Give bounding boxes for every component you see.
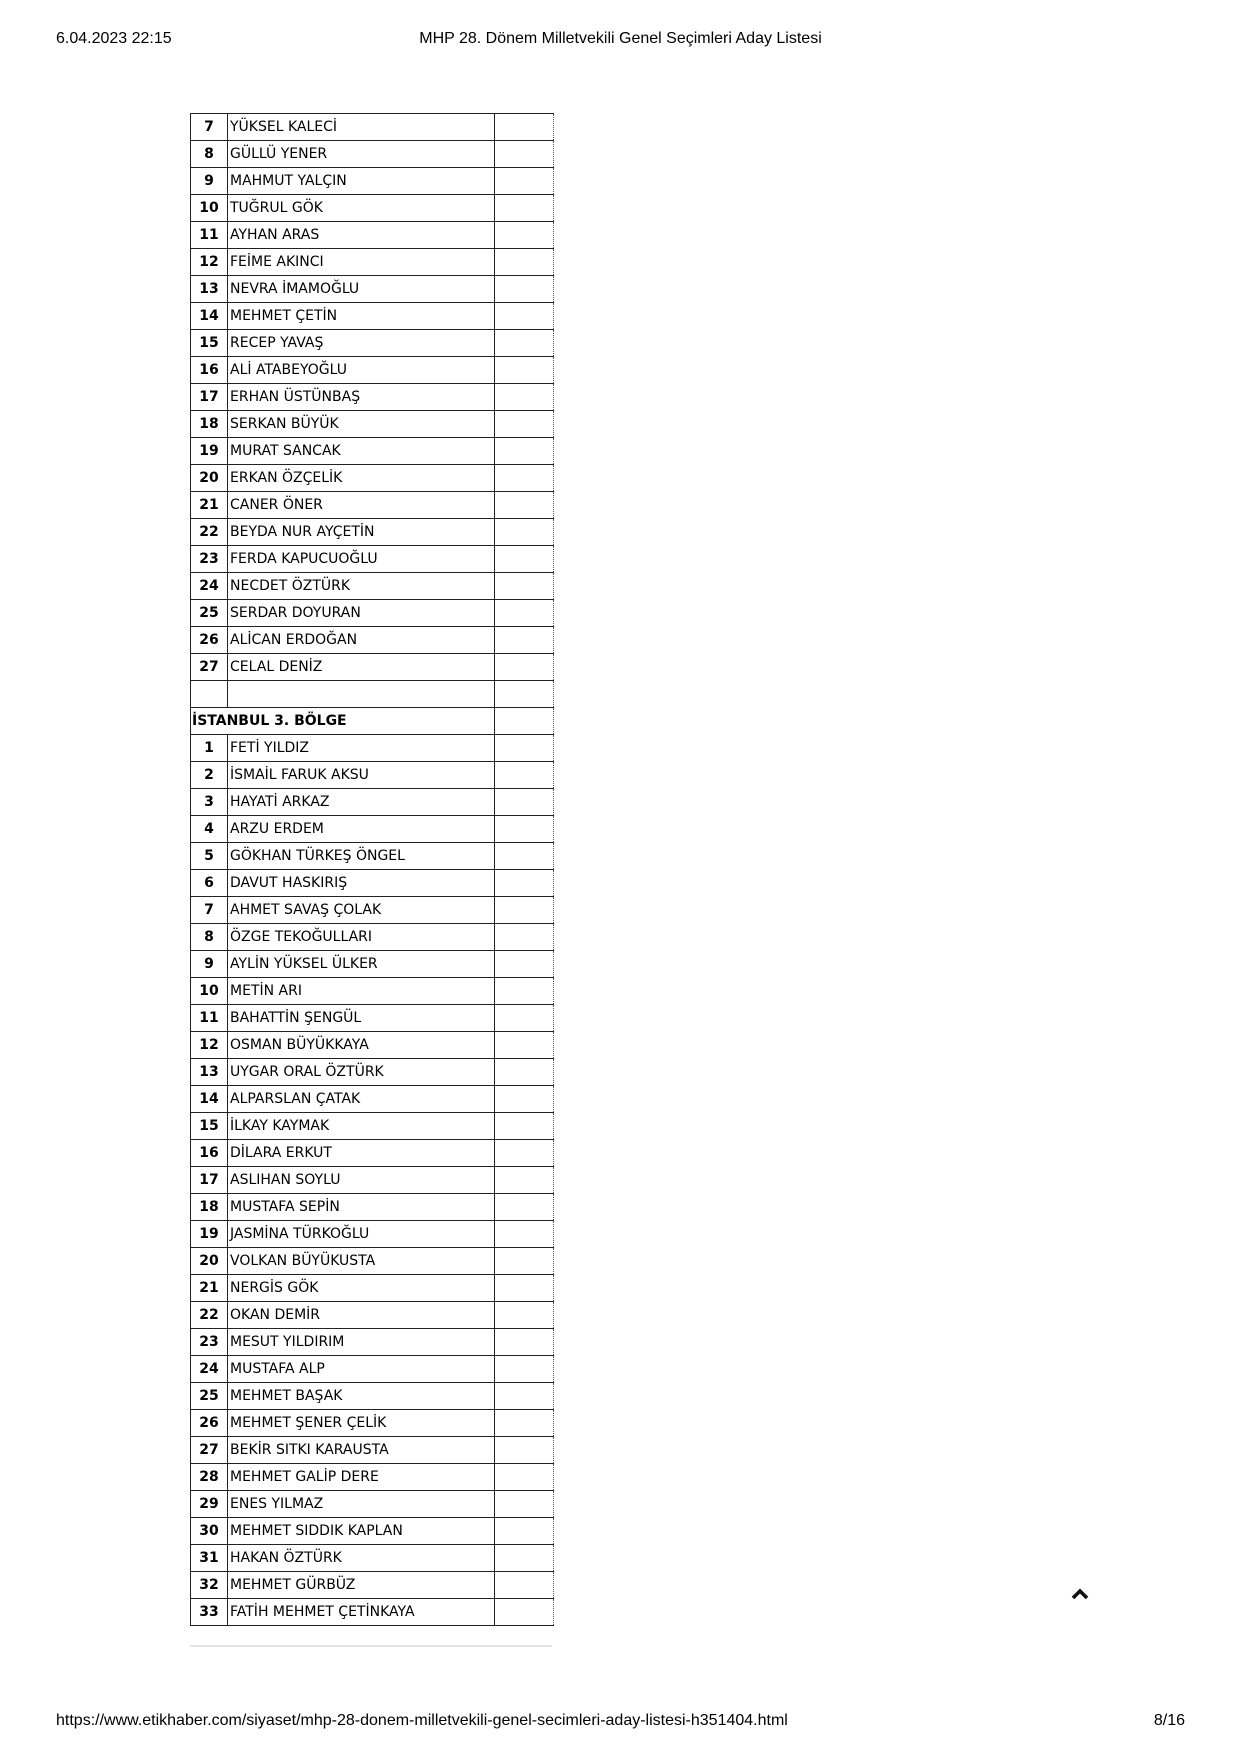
candidate-name: MAHMUT YALÇIN xyxy=(228,168,495,195)
candidate-name: JASMİNA TÜRKOĞLU xyxy=(228,1221,495,1248)
table-row xyxy=(191,1032,554,1059)
extra-cell xyxy=(495,1302,554,1329)
page-title: MHP 28. Dönem Milletvekili Genel Seçimleri Aday Listesi xyxy=(419,30,822,47)
table-row xyxy=(191,1518,554,1545)
candidate-name: DAVUT HASKIRIŞ xyxy=(228,870,495,897)
table-row xyxy=(191,1275,554,1302)
row-number: 14 xyxy=(191,1086,228,1113)
row-number: 28 xyxy=(191,1464,228,1491)
candidate-name: OSMAN BÜYÜKKAYA xyxy=(228,1032,495,1059)
candidate-table-body xyxy=(191,114,554,1626)
row-number: 16 xyxy=(191,1140,228,1167)
row-number: 26 xyxy=(191,1410,228,1437)
table-row xyxy=(191,816,554,843)
row-number: 29 xyxy=(191,1491,228,1518)
extra-cell xyxy=(495,1221,554,1248)
table-row xyxy=(191,141,554,168)
extra-cell xyxy=(495,708,554,735)
extra-cell xyxy=(495,546,554,573)
extra-cell xyxy=(495,627,554,654)
candidate-name: VOLKAN BÜYÜKUSTA xyxy=(228,1248,495,1275)
row-number: 24 xyxy=(191,1356,228,1383)
table-row xyxy=(191,195,554,222)
table-row xyxy=(191,276,554,303)
row-number: 9 xyxy=(191,951,228,978)
row-number: 9 xyxy=(191,168,228,195)
table-row xyxy=(191,681,554,708)
table-row xyxy=(191,1113,554,1140)
candidate-name: MEHMET GALİP DERE xyxy=(228,1464,495,1491)
candidate-name: MURAT SANCAK xyxy=(228,438,495,465)
candidate-name: ALİ ATABEYOĞLU xyxy=(228,357,495,384)
candidate-name: CELAL DENİZ xyxy=(228,654,495,681)
extra-cell xyxy=(495,843,554,870)
candidate-name: GÖKHAN TÜRKEŞ ÖNGEL xyxy=(228,843,495,870)
table-row xyxy=(191,897,554,924)
extra-cell xyxy=(495,357,554,384)
row-number: 2 xyxy=(191,762,228,789)
row-number: 11 xyxy=(191,222,228,249)
candidate-name: NEVRA İMAMOĞLU xyxy=(228,276,495,303)
candidate-name: ALPARSLAN ÇATAK xyxy=(228,1086,495,1113)
candidate-name: DİLARA ERKUT xyxy=(228,1140,495,1167)
chevron-up-icon xyxy=(1068,1584,1092,1604)
table-row xyxy=(191,1167,554,1194)
extra-cell xyxy=(495,1032,554,1059)
row-number: 20 xyxy=(191,465,228,492)
candidate-name: ALİCAN ERDOĞAN xyxy=(228,627,495,654)
row-number: 26 xyxy=(191,627,228,654)
candidate-name: ENES YILMAZ xyxy=(228,1491,495,1518)
table-row xyxy=(191,1545,554,1572)
candidate-name: MUSTAFA ALP xyxy=(228,1356,495,1383)
candidate-name: FERDA KAPUCUOĞLU xyxy=(228,546,495,573)
row-number: 18 xyxy=(191,1194,228,1221)
row-number: 25 xyxy=(191,600,228,627)
candidate-name: ERHAN ÜSTÜNBAŞ xyxy=(228,384,495,411)
extra-cell xyxy=(495,924,554,951)
extra-cell xyxy=(495,951,554,978)
row-number: 17 xyxy=(191,1167,228,1194)
row-number: 4 xyxy=(191,816,228,843)
table-row xyxy=(191,1599,554,1626)
candidate-name: FEİME AKINCI xyxy=(228,249,495,276)
extra-cell xyxy=(495,411,554,438)
extra-cell xyxy=(495,573,554,600)
row-number: 27 xyxy=(191,1437,228,1464)
extra-cell xyxy=(495,303,554,330)
table-row xyxy=(191,330,554,357)
candidate-name: RECEP YAVAŞ xyxy=(228,330,495,357)
extra-cell xyxy=(495,654,554,681)
page-number: 8/16 xyxy=(1153,1712,1185,1729)
extra-cell xyxy=(495,276,554,303)
extra-cell xyxy=(495,1194,554,1221)
candidate-name: OKAN DEMİR xyxy=(228,1302,495,1329)
row-number: 15 xyxy=(191,1113,228,1140)
extra-cell xyxy=(495,168,554,195)
row-number: 16 xyxy=(191,357,228,384)
extra-cell xyxy=(495,384,554,411)
extra-cell xyxy=(495,978,554,1005)
extra-cell xyxy=(495,1383,554,1410)
table-row xyxy=(191,843,554,870)
extra-cell xyxy=(495,897,554,924)
table-row xyxy=(191,249,554,276)
table-row xyxy=(191,519,554,546)
print-datetime: 6.04.2023 22:15 xyxy=(56,30,172,47)
extra-cell xyxy=(495,1572,554,1599)
extra-cell xyxy=(495,195,554,222)
table-row xyxy=(191,924,554,951)
table-row xyxy=(191,1140,554,1167)
section-heading-row xyxy=(191,708,554,735)
extra-cell xyxy=(495,1491,554,1518)
table-row xyxy=(191,1410,554,1437)
candidate-name xyxy=(228,681,495,708)
row-number: 10 xyxy=(191,978,228,1005)
candidate-name: ASLIHAN SOYLU xyxy=(228,1167,495,1194)
table-row xyxy=(191,438,554,465)
extra-cell xyxy=(495,222,554,249)
row-number: 23 xyxy=(191,546,228,573)
row-number: 22 xyxy=(191,1302,228,1329)
row-number: 27 xyxy=(191,654,228,681)
extra-cell xyxy=(495,735,554,762)
extra-cell xyxy=(495,1167,554,1194)
row-number: 12 xyxy=(191,1032,228,1059)
table-row xyxy=(191,411,554,438)
row-number: 10 xyxy=(191,195,228,222)
table-row xyxy=(191,1464,554,1491)
table-row xyxy=(191,762,554,789)
candidate-name: HAKAN ÖZTÜRK xyxy=(228,1545,495,1572)
table-row xyxy=(191,735,554,762)
candidate-name: GÜLLÜ YENER xyxy=(228,141,495,168)
row-number: 19 xyxy=(191,438,228,465)
extra-cell xyxy=(495,492,554,519)
table-row xyxy=(191,1302,554,1329)
row-number: 24 xyxy=(191,573,228,600)
extra-cell xyxy=(495,1086,554,1113)
row-number: 20 xyxy=(191,1248,228,1275)
candidate-table xyxy=(190,113,554,1626)
table-row xyxy=(191,465,554,492)
candidate-name: SERDAR DOYURAN xyxy=(228,600,495,627)
extra-cell xyxy=(495,1464,554,1491)
table-row xyxy=(191,1383,554,1410)
table-row xyxy=(191,1194,554,1221)
candidate-name: ERKAN ÖZÇELİK xyxy=(228,465,495,492)
row-number: 18 xyxy=(191,411,228,438)
section-heading: İSTANBUL 3. BÖLGE xyxy=(191,708,495,735)
row-number: 19 xyxy=(191,1221,228,1248)
candidate-name: UYGAR ORAL ÖZTÜRK xyxy=(228,1059,495,1086)
row-number: 14 xyxy=(191,303,228,330)
candidate-name: MEHMET SIDDIK KAPLAN xyxy=(228,1518,495,1545)
table-row xyxy=(191,384,554,411)
table-row xyxy=(191,1005,554,1032)
row-number: 21 xyxy=(191,1275,228,1302)
table-row xyxy=(191,1221,554,1248)
table-row xyxy=(191,1329,554,1356)
candidate-name: MEHMET ÇETİN xyxy=(228,303,495,330)
row-number: 12 xyxy=(191,249,228,276)
extra-cell xyxy=(495,249,554,276)
candidate-name: NERGİS GÖK xyxy=(228,1275,495,1302)
scroll-to-top-button[interactable] xyxy=(1068,1584,1092,1604)
extra-cell xyxy=(495,1005,554,1032)
extra-cell xyxy=(495,1059,554,1086)
candidate-name: MEHMET BAŞAK xyxy=(228,1383,495,1410)
candidate-name: İLKAY KAYMAK xyxy=(228,1113,495,1140)
table-row xyxy=(191,114,554,141)
extra-cell xyxy=(495,1437,554,1464)
row-number xyxy=(191,681,228,708)
table-row xyxy=(191,303,554,330)
extra-cell xyxy=(495,1518,554,1545)
row-number: 7 xyxy=(191,114,228,141)
table-row xyxy=(191,1086,554,1113)
extra-cell xyxy=(495,1599,554,1626)
row-number: 30 xyxy=(191,1518,228,1545)
candidate-name: MEHMET ŞENER ÇELİK xyxy=(228,1410,495,1437)
candidate-name: BEYDA NUR AYÇETİN xyxy=(228,519,495,546)
row-number: 7 xyxy=(191,897,228,924)
row-number: 11 xyxy=(191,1005,228,1032)
row-number: 31 xyxy=(191,1545,228,1572)
candidate-name: İSMAİL FARUK AKSU xyxy=(228,762,495,789)
row-number: 5 xyxy=(191,843,228,870)
extra-cell xyxy=(495,816,554,843)
extra-cell xyxy=(495,519,554,546)
extra-cell xyxy=(495,141,554,168)
extra-cell xyxy=(495,1329,554,1356)
row-number: 33 xyxy=(191,1599,228,1626)
extra-cell xyxy=(495,1275,554,1302)
extra-cell xyxy=(495,465,554,492)
candidate-name: AYLİN YÜKSEL ÜLKER xyxy=(228,951,495,978)
extra-cell xyxy=(495,870,554,897)
extra-cell xyxy=(495,681,554,708)
table-row xyxy=(191,1437,554,1464)
table-row xyxy=(191,1356,554,1383)
table-row xyxy=(191,492,554,519)
table-row xyxy=(191,978,554,1005)
candidate-name: TUĞRUL GÖK xyxy=(228,195,495,222)
candidate-name: AHMET SAVAŞ ÇOLAK xyxy=(228,897,495,924)
table-row xyxy=(191,789,554,816)
table-row xyxy=(191,1059,554,1086)
row-number: 22 xyxy=(191,519,228,546)
candidate-name: YÜKSEL KALECİ xyxy=(228,114,495,141)
row-number: 8 xyxy=(191,141,228,168)
candidate-name: METİN ARI xyxy=(228,978,495,1005)
extra-cell xyxy=(495,330,554,357)
table-row xyxy=(191,654,554,681)
row-number: 17 xyxy=(191,384,228,411)
candidate-name: MESUT YILDIRIM xyxy=(228,1329,495,1356)
extra-cell xyxy=(495,1356,554,1383)
table-row xyxy=(191,1248,554,1275)
row-number: 23 xyxy=(191,1329,228,1356)
table-row xyxy=(191,627,554,654)
table-row xyxy=(191,1491,554,1518)
page-url: https://www.etikhaber.com/siyaset/mhp-28-donem-milletvekili-genel-secimleri-aday-listesi-h351404.html xyxy=(56,1712,788,1729)
table-row xyxy=(191,168,554,195)
table-row xyxy=(191,870,554,897)
table-row xyxy=(191,1572,554,1599)
row-number: 25 xyxy=(191,1383,228,1410)
table-row xyxy=(191,546,554,573)
table-row xyxy=(191,951,554,978)
row-number: 32 xyxy=(191,1572,228,1599)
table-row xyxy=(191,357,554,384)
candidate-name: FETİ YILDIZ xyxy=(228,735,495,762)
candidate-name: FATİH MEHMET ÇETİNKAYA xyxy=(228,1599,495,1626)
row-number: 6 xyxy=(191,870,228,897)
row-number: 13 xyxy=(191,1059,228,1086)
extra-cell xyxy=(495,789,554,816)
row-number: 3 xyxy=(191,789,228,816)
candidate-name: AYHAN ARAS xyxy=(228,222,495,249)
candidate-name: HAYATİ ARKAZ xyxy=(228,789,495,816)
extra-cell xyxy=(495,1545,554,1572)
extra-cell xyxy=(495,1248,554,1275)
candidate-name: BEKİR SITKI KARAUSTA xyxy=(228,1437,495,1464)
candidate-name: BAHATTİN ŞENGÜL xyxy=(228,1005,495,1032)
candidate-name: NECDET ÖZTÜRK xyxy=(228,573,495,600)
table-row xyxy=(191,573,554,600)
table-bottom-divider xyxy=(190,1645,552,1647)
candidate-name: CANER ÖNER xyxy=(228,492,495,519)
row-number: 1 xyxy=(191,735,228,762)
extra-cell xyxy=(495,600,554,627)
extra-cell xyxy=(495,438,554,465)
table-row xyxy=(191,222,554,249)
row-number: 15 xyxy=(191,330,228,357)
candidate-name: ARZU ERDEM xyxy=(228,816,495,843)
extra-cell xyxy=(495,1113,554,1140)
row-number: 13 xyxy=(191,276,228,303)
candidate-name: ÖZGE TEKOĞULLARI xyxy=(228,924,495,951)
candidate-name: MEHMET GÜRBÜZ xyxy=(228,1572,495,1599)
row-number: 8 xyxy=(191,924,228,951)
extra-cell xyxy=(495,762,554,789)
candidate-name: SERKAN BÜYÜK xyxy=(228,411,495,438)
row-number: 21 xyxy=(191,492,228,519)
extra-cell xyxy=(495,114,554,141)
extra-cell xyxy=(495,1410,554,1437)
table-row xyxy=(191,600,554,627)
candidate-name: MUSTAFA SEPİN xyxy=(228,1194,495,1221)
extra-cell xyxy=(495,1140,554,1167)
